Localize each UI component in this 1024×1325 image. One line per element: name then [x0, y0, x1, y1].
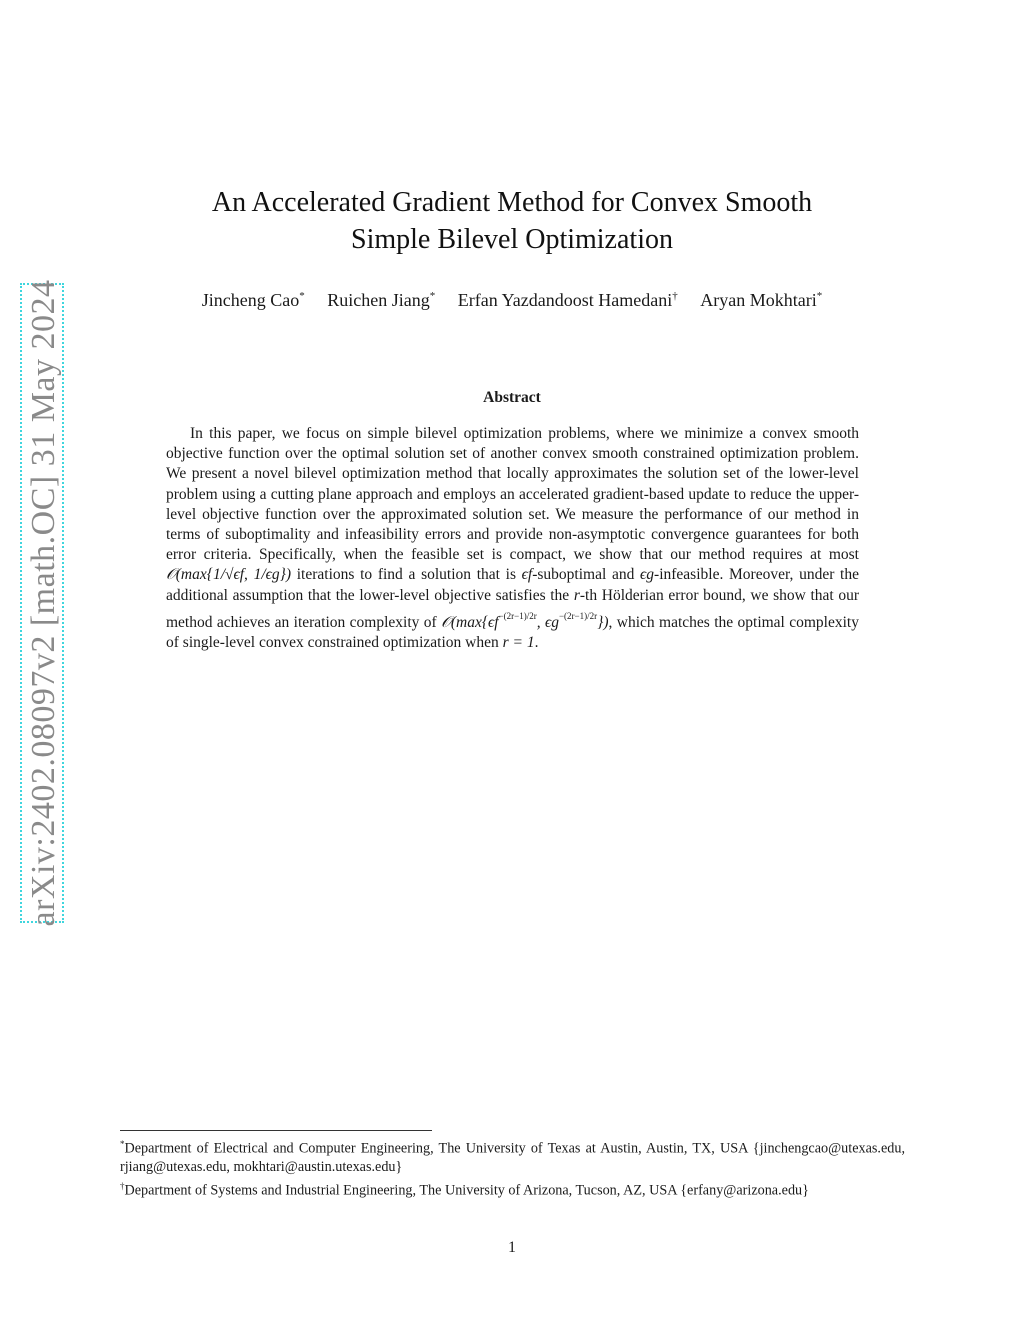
author-4: Aryan Mokhtari*: [700, 290, 823, 310]
author-2: Ruichen Jiang*: [327, 290, 436, 310]
holderian-complexity-expression: $𝒪(\max\{\epsilon f^{-(2r-1)/2r}$, $\epsilon g^{-(2r-1)/2r}$}): [441, 610, 609, 631]
r-equals-one: r = 1: [502, 634, 535, 652]
affiliation-mark: *: [816, 290, 823, 302]
arxiv-identifier[interactable]: arXiv:2402.08097v2 [math.OC] 31 May 2024: [25, 279, 62, 927]
footnote-1: *Department of Electrical and Computer Engineering, The University of Texas at Austin, Austin, TX, USA {jinchengcao@utexas.edu, rjiang@utexas.edu, mokhtari@austin.utexas.edu}: [120, 1139, 906, 1176]
author-3: Erfan Yazdandoost Hamedani†: [457, 290, 678, 310]
author-1: Jincheng Cao*: [201, 290, 305, 310]
author-list: [110, 290, 914, 311]
footnote-1-emails[interactable]: {jinchengcao@utexas.edu, rjiang@utexas.edu, mokhtari@austin.utexas.edu}: [120, 1140, 906, 1176]
footnote-2-emails[interactable]: {erfany@arizona.edu}: [680, 1182, 809, 1199]
title-line-1: An Accelerated Gradient Method for Convex Smooth: [211, 187, 813, 218]
page-number: 1: [508, 1239, 516, 1256]
footnote-divider: [120, 1130, 432, 1131]
title-line-2: Simple Bilevel Optimization: [351, 224, 673, 255]
affiliation-mark: *: [429, 290, 436, 302]
footnote-2: †Department of Systems and Industrial Engineering, The University of Arizona, Tucson, AZ, USA {erfany@arizona.edu}: [120, 1180, 809, 1199]
epsilon-f: ϵf: [521, 566, 533, 584]
affiliation-mark: †: [672, 290, 678, 302]
abstract-heading: Abstract: [483, 389, 541, 406]
variable-r: r: [573, 586, 580, 604]
paper-title: [140, 184, 884, 258]
abstract-text: In this paper, we focus on simple bilevel optimization problems, where we minimize a convex smooth objective function over the optimal solution set of another convex smooth constrained optimization problem. We present a novel bilevel optimization method that locally approximates the solution set of the lower-level problem using a cutting plane approach and employs an accelerated gradient-based update to reduce the upper-level objective function over the approximated solution set. We measure the performance of our method in terms of suboptimality and infeasibility errors and provide non-asymptotic convergence guarantees for both error criteria. Specifically, when the feasible set is compact, we show that our method requires at most 𝒪(max{1/√ϵf, 1/ϵg}) iterations to find a solution that is ϵf-suboptimal and ϵg-infeasible. Moreover, under the additional assumption that the lower-level objective satisfies the r-th Hölderian error bound, we show that our method achieves an iteration complexity of $𝒪(\max\{\epsilon f^{-(2r-1)/2r}$, $\epsilon g^{-(2r-1)/2r}$}), which matches the optimal complexity of single-level convex constrained optimization when r = 1.: [166, 425, 859, 652]
complexity-expression: 𝒪(max{1/√ϵf, 1/ϵg}): [166, 566, 292, 584]
affiliation-mark: *: [299, 290, 305, 302]
footnotes: [120, 1135, 905, 1200]
epsilon-g: ϵg: [640, 566, 655, 584]
